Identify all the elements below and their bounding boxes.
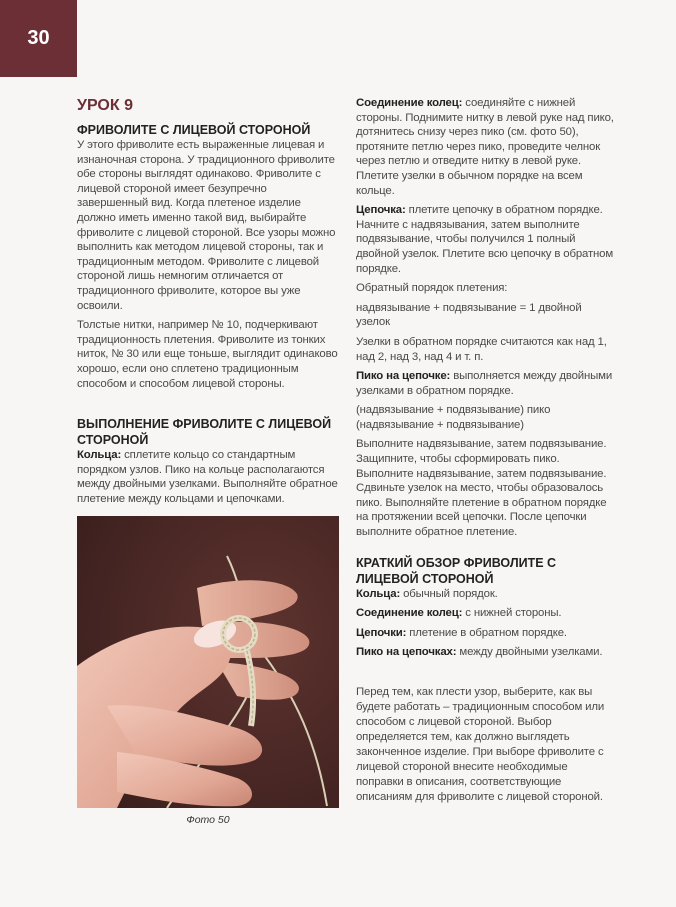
summary-rings-term: Кольца: bbox=[356, 587, 401, 600]
summary-chains bbox=[356, 626, 616, 641]
picot-instructions: Выполните надвязывание, затем подвязывание. Защипните, чтобы сформировать пико. Выполните надвязывание, затем подвязывание. Сдвиньте узелок на место, чтобы образовалось пико. Выполняйте плетение в обратном порядке на протяжении всей цепочки. После цепочки выполните обратное плетение. bbox=[356, 438, 607, 539]
summary-picot-term: Пико на цепочках: bbox=[356, 646, 457, 659]
closing-paragraph: Перед тем, как плести узор, выберите, как вы будете работать – традиционным способом или способом с лицевой стороной. Выбор определяется тем, как должно выглядеть законченное изделие. При выборе фриволите с лицевой стороной внесите необходимые поправки в описания, соответствующие описаниям для фриволите с лицевой стороной. bbox=[356, 686, 605, 803]
chain-term: Цепочка: bbox=[356, 204, 406, 217]
summary-joining-term: Соединение колец: bbox=[356, 607, 463, 620]
summary-rings-text: обычный порядок. bbox=[400, 587, 498, 600]
reverse-order-label: Обратный порядок плетения: bbox=[356, 282, 508, 295]
rings-term: Кольца: bbox=[77, 449, 122, 462]
intro-paragraph-1: У этого фриволите есть выраженные лицевая и изнаночная сторона. У традиционного фриволите обе стороны выглядят одинаково. Фриволите с лицевой стороной имеет безупречно завершенный вид. Когда плетеное изделие должно иметь именно такой вид, выбирайте фриволите с лицевой стороной. Все узоры можно выполнить как методом лицевой стороны, так и традиционным методом. Фриволите с лицевой стороной лишь немногим отличается от традиционного фриволите, которое вы уже освоили. bbox=[77, 139, 336, 312]
chain-paragraph bbox=[356, 203, 616, 276]
photo-caption: Фото 50 bbox=[186, 814, 230, 827]
lesson-title: УРОК 9 bbox=[77, 97, 133, 114]
ring-joining-text: соединяйте с нижней стороны. Поднимите нитку в левой руке над пико, дотянитесь снизу через пико (см. фото 50), протяните петлю через пико, проведите челнок через петлю и отведите нитку в левой руке. Плетите узелки в обычном порядке на всем кольце. bbox=[356, 97, 614, 197]
ring-joining-paragraph bbox=[356, 96, 616, 198]
reverse-order-formula: надвязывание + подвязывание = 1 двойной узелок bbox=[356, 301, 582, 329]
picot-formula: (надвязывание + подвязывание) пико (надвязывание + подвязывание) bbox=[356, 404, 551, 431]
summary-joining bbox=[356, 606, 616, 621]
section-heading-face-side-tatting: ФРИВОЛИТЕ С ЛИЦЕВОЙ СТОРОНОЙ bbox=[77, 123, 311, 137]
summary-heading: КРАТКИЙ ОБЗОР ФРИВОЛИТЕ С ЛИЦЕВОЙ СТОРОНОЙ bbox=[356, 555, 557, 586]
page-number: 30 bbox=[27, 27, 50, 49]
reverse-order-note: Узелки в обратном порядке считаются как над 1, над 2, над 3, над 4 и т. п. bbox=[356, 335, 607, 363]
summary-picot bbox=[356, 645, 616, 660]
tatting-hand-photo bbox=[77, 516, 339, 808]
right-column bbox=[356, 96, 616, 810]
summary-rings bbox=[356, 587, 616, 602]
intro-paragraph-2: Толстые нитки, например № 10, подчеркивают традиционность плетения. Фриволите из тонких ниток, № 30 или еще тоньше, выглядит одинаково хорошо, если оно сплетено традиционным способом и способом лицевой стороны. bbox=[77, 319, 338, 390]
section-heading-execution: ВЫПОЛНЕНИЕ ФРИВОЛИТЕ С ЛИЦЕВОЙ СТОРОНОЙ bbox=[77, 417, 332, 448]
picot-on-chain-text: выполняется между двойными узелками в обратном порядке. bbox=[356, 370, 613, 397]
closing-block bbox=[356, 685, 616, 805]
rings-text: сплетите кольцо со стандартным порядком узлов. Пико на кольце располагаются между двойными узелками. Выполняйте обратное плетение между кольцами и цепочками. bbox=[77, 449, 338, 505]
chain-text: плетите цепочку в обратном порядке. Начните с надвязывания, затем выполните подвязывание, чтобы получился 1 полный двойной узелок. Плетите всю цепочку в обратном порядке. bbox=[356, 204, 614, 275]
ring-joining-term: Соединение колец: bbox=[356, 97, 463, 109]
rings-paragraph bbox=[77, 448, 339, 506]
summary-chains-term: Цепочки: bbox=[356, 626, 407, 639]
summary-chains-text: плетение в обратном порядке. bbox=[406, 626, 567, 639]
summary-picot-text: между двойными узелками. bbox=[456, 646, 603, 659]
hands-tatting-illustration bbox=[77, 516, 339, 808]
picot-on-chain-paragraph bbox=[356, 369, 616, 398]
page-number-badge bbox=[0, 0, 77, 77]
summary-joining-text: с нижней стороны. bbox=[462, 607, 562, 620]
left-column bbox=[77, 96, 339, 826]
picot-on-chain-term: Пико на цепочке: bbox=[356, 370, 451, 383]
